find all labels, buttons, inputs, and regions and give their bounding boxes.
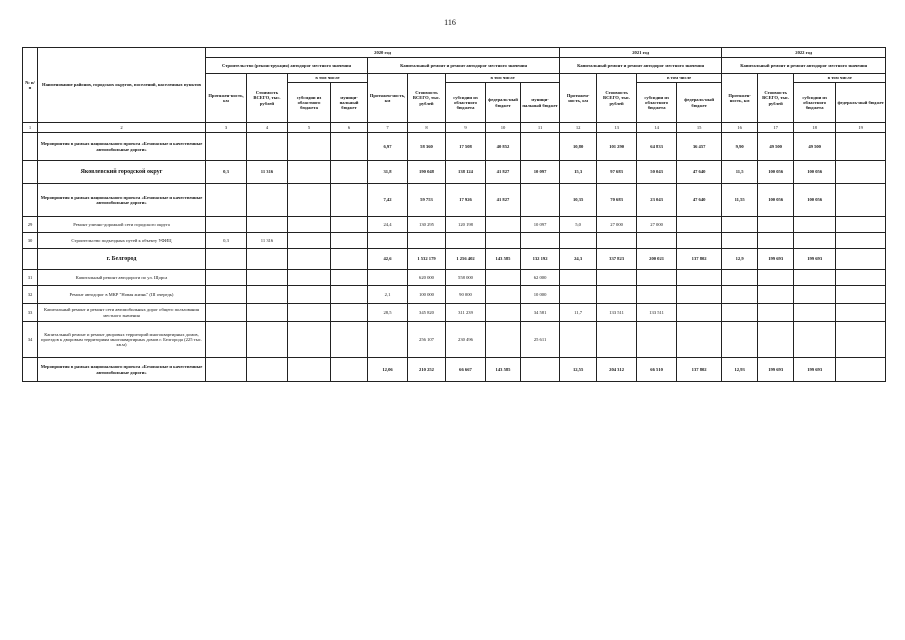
column-number: 19 <box>836 123 886 133</box>
header-repair-2022: Капитальный ремонт и ремонт автодорог местного значения <box>722 58 886 74</box>
header-municipal: муници-пальный бюджет <box>521 83 560 123</box>
cell-value: 42,6 <box>368 249 408 270</box>
column-number: 8 <box>408 123 446 133</box>
cell-value <box>206 286 247 304</box>
cell-value: 27 000 <box>637 217 677 233</box>
cell-value: 137 802 <box>677 358 722 382</box>
cell-value: 190 048 <box>408 161 446 184</box>
cell-value <box>331 184 368 217</box>
cell-value <box>722 217 758 233</box>
cell-value: 12,55 <box>560 358 597 382</box>
cell-value <box>288 322 331 358</box>
cell-value: 47 640 <box>677 161 722 184</box>
cell-value <box>486 217 521 233</box>
cell-value <box>288 304 331 322</box>
cell-value: 12,93 <box>722 358 758 382</box>
cell-value: 90 000 <box>446 286 486 304</box>
cell-value <box>597 233 637 249</box>
header-subsidy: субсидии из областного бюджета <box>446 83 486 123</box>
cell-value: 130 295 <box>408 217 446 233</box>
column-number: 2 <box>38 123 206 133</box>
cell-value: 10 097 <box>521 217 560 233</box>
row-name: Капитальный ремонт и ремонт дворовых территорий многоквартирных домов, проездов к дворовым территориям многоквартирных домов г. Белгорода (225 тыс. кв.м) <box>38 322 206 358</box>
header-subsidy: субсидии из областного бюджета <box>288 83 331 123</box>
column-number: 13 <box>597 123 637 133</box>
cell-value <box>206 249 247 270</box>
cell-value <box>206 322 247 358</box>
cell-value <box>331 217 368 233</box>
header-federal: федераль-ный бюджет <box>677 83 722 123</box>
cell-value <box>637 286 677 304</box>
column-number: 5 <box>288 123 331 133</box>
header-year-2020: 2020 год <box>206 48 560 58</box>
header-construction: Строительство (реконструкция) автодорог местного значения <box>206 58 368 74</box>
table-row <box>23 322 886 358</box>
cell-value <box>247 286 288 304</box>
column-number: 17 <box>758 123 794 133</box>
cell-value <box>288 286 331 304</box>
cell-value: 199 693 <box>758 358 794 382</box>
cell-value <box>247 133 288 161</box>
cell-value <box>486 322 521 358</box>
cell-value: 10,35 <box>560 184 597 217</box>
cell-value: 199 693 <box>794 249 836 270</box>
row-name: Капитальный ремонт и ремонт сети автомобильных дорог общего пользования местного значения <box>38 304 206 322</box>
cell-value <box>288 133 331 161</box>
header-cost: Стоимость ВСЕГО, тыс. рублей <box>758 74 794 123</box>
row-number: 29 <box>23 217 38 233</box>
header-cost: Стоимость ВСЕГО, тыс. рублей <box>597 74 637 123</box>
row-number: 32 <box>23 286 38 304</box>
cell-value: 10 000 <box>521 286 560 304</box>
cell-value <box>758 270 794 286</box>
cell-value: 50 043 <box>637 161 677 184</box>
cell-value: 24,3 <box>560 249 597 270</box>
table-row <box>23 304 886 322</box>
cell-value <box>247 184 288 217</box>
row-number: 31 <box>23 270 38 286</box>
cell-value <box>331 270 368 286</box>
cell-value <box>486 286 521 304</box>
header-repair-2021: Капитальный ремонт и ремонт автодорог местного значения <box>560 58 722 74</box>
cell-value <box>521 133 560 161</box>
cell-value <box>677 233 722 249</box>
cell-value: 23 043 <box>637 184 677 217</box>
cell-value <box>794 217 836 233</box>
cell-value: 133 511 <box>597 304 637 322</box>
cell-value <box>722 304 758 322</box>
row-name: Мероприятия в рамках национального проекта «Безопасные и качественные автомобильные дороги» <box>38 184 206 217</box>
cell-value <box>794 270 836 286</box>
cell-value <box>836 358 886 382</box>
cell-value: 11 316 <box>247 161 288 184</box>
cell-value: 40 852 <box>486 133 521 161</box>
cell-value <box>368 322 408 358</box>
cell-value: 558 000 <box>446 270 486 286</box>
cell-value <box>836 286 886 304</box>
cell-value: 28,5 <box>368 304 408 322</box>
row-number <box>23 249 38 270</box>
cell-value: 210 252 <box>408 358 446 382</box>
column-number: 6 <box>331 123 368 133</box>
cell-value: 5,0 <box>560 217 597 233</box>
cell-value <box>836 249 886 270</box>
row-number <box>23 184 38 217</box>
cell-value: 256 107 <box>408 322 446 358</box>
header-in-that: в том числе <box>446 74 560 83</box>
cell-value <box>288 233 331 249</box>
cell-value: 337 823 <box>597 249 637 270</box>
cell-value <box>521 358 560 382</box>
row-name: Ремонт улично-дорожной сети городского округа <box>38 217 206 233</box>
cell-value <box>331 358 368 382</box>
cell-value <box>331 233 368 249</box>
column-number: 11 <box>521 123 560 133</box>
cell-value <box>722 322 758 358</box>
cell-value: 345 820 <box>408 304 446 322</box>
cell-value: 199 693 <box>794 358 836 382</box>
header-in-that: в том числе <box>794 74 886 83</box>
cell-value <box>758 322 794 358</box>
cell-value <box>206 304 247 322</box>
header-length: Протяжен-ность, км <box>560 74 597 123</box>
cell-value: 2,1 <box>368 286 408 304</box>
cell-value: 200 021 <box>637 249 677 270</box>
header-number: № п/п <box>23 48 38 123</box>
header-length: Протяжен-ность, км <box>368 74 408 123</box>
cell-value <box>560 233 597 249</box>
column-number: 10 <box>486 123 521 133</box>
row-number <box>23 358 38 382</box>
cell-value <box>288 184 331 217</box>
table-row <box>23 358 886 382</box>
cell-value: 27 000 <box>597 217 637 233</box>
header-cost: Стоимость ВСЕГО, тыс. рублей <box>247 74 288 123</box>
cell-value <box>408 233 446 249</box>
cell-value: 143 585 <box>486 249 521 270</box>
cell-value <box>288 358 331 382</box>
cell-value: 100 000 <box>408 286 446 304</box>
cell-value <box>206 184 247 217</box>
cell-value <box>836 233 886 249</box>
header-name: Наименование районов, городских округов, поселений, населенных пунктов <box>38 48 206 123</box>
cell-value: 100 056 <box>758 184 794 217</box>
column-number: 1 <box>23 123 38 133</box>
row-number <box>23 161 38 184</box>
row-name: Строительство подъездных путей к объекту УФИЦ <box>38 233 206 249</box>
cell-value: 11 316 <box>247 233 288 249</box>
column-number: 14 <box>637 123 677 133</box>
cell-value: 15,3 <box>560 161 597 184</box>
header-length: Протяжен-ность, км <box>722 74 758 123</box>
table-row <box>23 217 886 233</box>
cell-value <box>206 217 247 233</box>
cell-value: 34 581 <box>521 304 560 322</box>
cell-value <box>677 286 722 304</box>
cell-value <box>597 322 637 358</box>
column-number: 18 <box>794 123 836 133</box>
cell-value: 66 510 <box>637 358 677 382</box>
cell-value <box>758 286 794 304</box>
cell-value: 11,55 <box>722 184 758 217</box>
header-year-2022: 2022 год <box>722 48 886 58</box>
cell-value <box>247 322 288 358</box>
cell-value <box>486 270 521 286</box>
cell-value <box>836 133 886 161</box>
cell-value <box>637 270 677 286</box>
cell-value <box>758 217 794 233</box>
cell-value <box>331 249 368 270</box>
header-in-that: в том числе <box>637 74 722 83</box>
cell-value <box>206 358 247 382</box>
header-subsidy: субсидии из областного бюджета <box>637 83 677 123</box>
cell-value: 620 000 <box>408 270 446 286</box>
cell-value: 11,5 <box>722 161 758 184</box>
cell-value: 58 360 <box>408 133 446 161</box>
row-name: Капитальный ремонт автодороги по ул. Щорса <box>38 270 206 286</box>
cell-value: 97 683 <box>597 161 637 184</box>
cell-value: 6,97 <box>368 133 408 161</box>
cell-value <box>677 322 722 358</box>
cell-value: 230 496 <box>446 322 486 358</box>
page-number: 116 <box>444 18 456 27</box>
row-number: 30 <box>23 233 38 249</box>
table-row <box>23 161 886 184</box>
header-municipal: муници-пальный бюджет <box>331 83 368 123</box>
cell-value <box>836 270 886 286</box>
cell-value <box>722 233 758 249</box>
cell-value <box>758 233 794 249</box>
cell-value: 41 827 <box>486 184 521 217</box>
table-row <box>23 270 886 286</box>
cell-value <box>247 270 288 286</box>
cell-value <box>331 286 368 304</box>
road-works-table <box>22 47 886 382</box>
cell-value <box>331 133 368 161</box>
cell-value <box>331 322 368 358</box>
cell-value <box>247 358 288 382</box>
column-number: 4 <box>247 123 288 133</box>
column-number: 3 <box>206 123 247 133</box>
cell-value <box>331 304 368 322</box>
cell-value <box>521 184 560 217</box>
cell-value: 137 802 <box>677 249 722 270</box>
cell-value: 36 457 <box>677 133 722 161</box>
cell-value: 199 693 <box>758 249 794 270</box>
cell-value <box>722 270 758 286</box>
cell-value: 24,4 <box>368 217 408 233</box>
column-number: 16 <box>722 123 758 133</box>
cell-value <box>637 233 677 249</box>
header-repair-2020: Капитальный ремонт и ремонт автодорог местного значения <box>368 58 560 74</box>
cell-value <box>637 322 677 358</box>
cell-value: 10 097 <box>521 161 560 184</box>
cell-value: 1 532 179 <box>408 249 446 270</box>
row-name: Мероприятия в рамках национального проекта «Безопасные и качественные автомобильные дороги» <box>38 133 206 161</box>
column-number: 15 <box>677 123 722 133</box>
cell-value <box>560 322 597 358</box>
cell-value <box>206 133 247 161</box>
district-name: г. Белгород <box>38 249 206 270</box>
cell-value <box>288 217 331 233</box>
cell-value <box>758 304 794 322</box>
cell-value: 12,06 <box>368 358 408 382</box>
column-number: 12 <box>560 123 597 133</box>
cell-value <box>560 270 597 286</box>
cell-value: 7,42 <box>368 184 408 217</box>
cell-value: 10,80 <box>560 133 597 161</box>
table-row <box>23 133 886 161</box>
header-in-that: в том числе <box>288 74 368 83</box>
cell-value: 41 827 <box>486 161 521 184</box>
cell-value: 120 198 <box>446 217 486 233</box>
cell-value <box>677 304 722 322</box>
cell-value <box>677 217 722 233</box>
cell-value <box>836 322 886 358</box>
cell-value: 12,9 <box>722 249 758 270</box>
column-numbers-row <box>23 123 886 133</box>
cell-value <box>836 217 886 233</box>
cell-value <box>597 286 637 304</box>
cell-value: 132 192 <box>521 249 560 270</box>
cell-value: 138 124 <box>446 161 486 184</box>
cell-value <box>368 233 408 249</box>
cell-value <box>521 233 560 249</box>
cell-value <box>206 270 247 286</box>
header-length: Протяжен-ность, км <box>206 74 247 123</box>
cell-value <box>247 304 288 322</box>
cell-value <box>288 270 331 286</box>
cell-value: 1 256 402 <box>446 249 486 270</box>
cell-value <box>486 233 521 249</box>
header-federal: федераль-ный бюджет <box>486 83 521 123</box>
cell-value <box>836 161 886 184</box>
row-name: Мероприятия в рамках национального проекта «Безопасные и качественные автомобильные дороги» <box>38 358 206 382</box>
cell-value: 100 056 <box>794 184 836 217</box>
cell-value: 64 833 <box>637 133 677 161</box>
column-number: 9 <box>446 123 486 133</box>
cell-value: 62 000 <box>521 270 560 286</box>
cell-value: 66 667 <box>446 358 486 382</box>
row-number: 34 <box>23 322 38 358</box>
cell-value: 9,90 <box>722 133 758 161</box>
cell-value: 70 683 <box>597 184 637 217</box>
cell-value <box>722 286 758 304</box>
cell-value: 100 056 <box>758 161 794 184</box>
cell-value <box>836 184 886 217</box>
cell-value <box>597 270 637 286</box>
cell-value: 17 508 <box>446 133 486 161</box>
cell-value <box>560 286 597 304</box>
cell-value: 31,8 <box>368 161 408 184</box>
cell-value <box>368 270 408 286</box>
cell-value: 143 585 <box>486 358 521 382</box>
cell-value: 47 640 <box>677 184 722 217</box>
header-cost: Стоимость ВСЕГО, тыс. рублей <box>408 74 446 123</box>
cell-value <box>247 249 288 270</box>
cell-value <box>486 304 521 322</box>
header-subsidy: субсидии из областного бюджета <box>794 83 836 123</box>
cell-value: 204 312 <box>597 358 637 382</box>
cell-value <box>247 217 288 233</box>
cell-value <box>794 233 836 249</box>
cell-value <box>794 304 836 322</box>
district-name: Яковлевский городской округ <box>38 161 206 184</box>
cell-value: 0,3 <box>206 233 247 249</box>
cell-value: 59 753 <box>408 184 446 217</box>
cell-value <box>288 249 331 270</box>
cell-value: 100 056 <box>794 161 836 184</box>
cell-value: 17 926 <box>446 184 486 217</box>
cell-value <box>331 161 368 184</box>
header-federal: федераль-ный бюджет <box>836 83 886 123</box>
cell-value: 49 500 <box>758 133 794 161</box>
cell-value <box>794 322 836 358</box>
cell-value: 101 290 <box>597 133 637 161</box>
table-row <box>23 286 886 304</box>
cell-value: 49 500 <box>794 133 836 161</box>
cell-value <box>794 286 836 304</box>
cell-value: 133 511 <box>637 304 677 322</box>
cell-value <box>288 161 331 184</box>
row-number <box>23 133 38 161</box>
header-year-2021: 2021 год <box>560 48 722 58</box>
cell-value: 25 611 <box>521 322 560 358</box>
table-row <box>23 249 886 270</box>
cell-value <box>446 233 486 249</box>
cell-value <box>836 304 886 322</box>
cell-value: 0,3 <box>206 161 247 184</box>
cell-value: 11,7 <box>560 304 597 322</box>
table-row <box>23 184 886 217</box>
row-number: 33 <box>23 304 38 322</box>
table-row <box>23 233 886 249</box>
cell-value: 311 239 <box>446 304 486 322</box>
column-number: 7 <box>368 123 408 133</box>
row-name: Ремонт автодорог в МКР "Новая жизнь" (III очередь) <box>38 286 206 304</box>
cell-value <box>677 270 722 286</box>
